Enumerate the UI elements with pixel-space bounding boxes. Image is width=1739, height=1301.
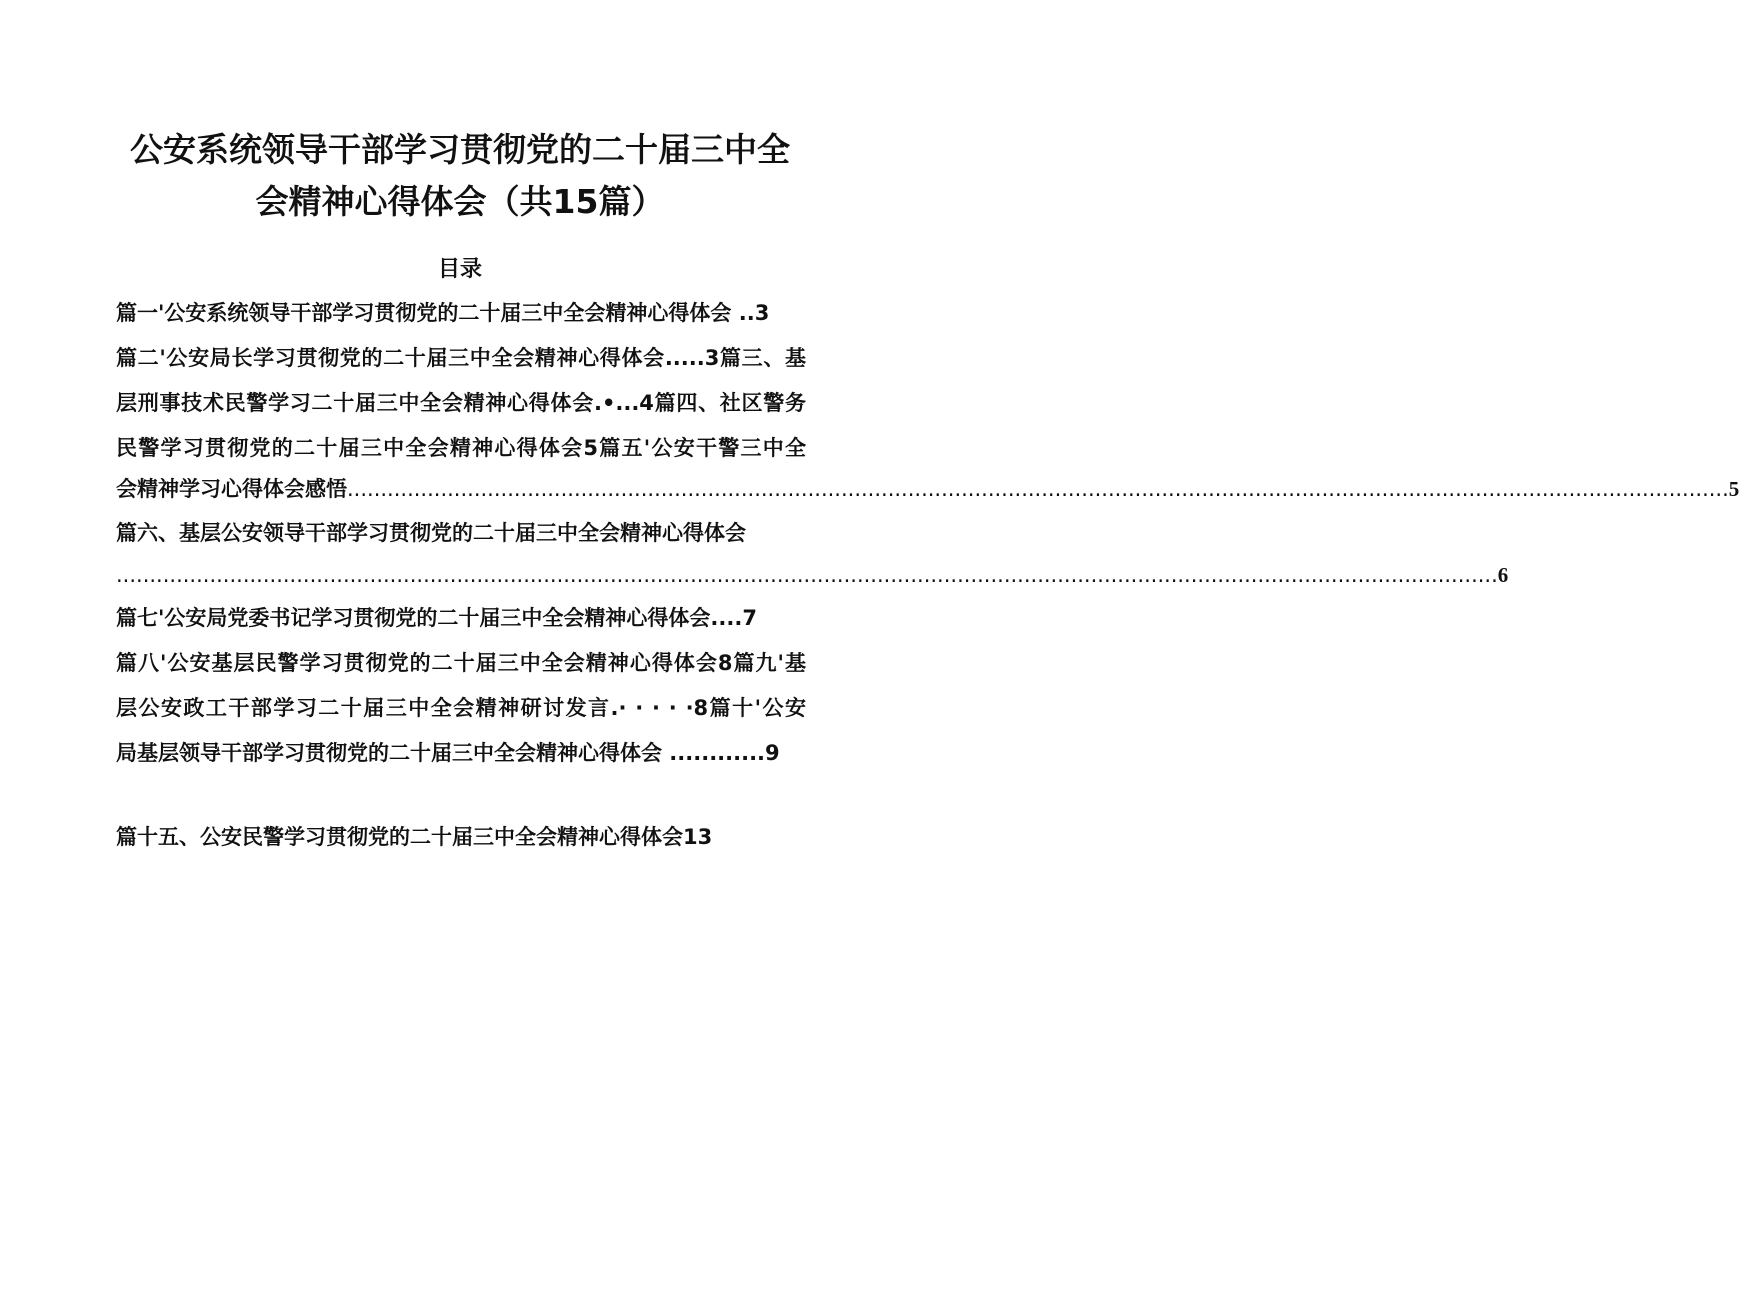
document-title-line-2: 会精神心得体会（共15篇） [255, 182, 665, 221]
document-title-line-1: 公安系统领导干部学习贯彻党的二十届三中全 [130, 130, 790, 169]
toc-entry-7[interactable]: 篇七'公安局党委书记学习贯彻党的二十届三中全会精神心得体会....7 [116, 606, 757, 630]
toc-page-number: 5 [1728, 477, 1739, 501]
toc-entry-5[interactable] [116, 474, 1739, 504]
toc-entry-15[interactable]: 篇十五、公安民警学习贯彻党的二十届三中全会精神心得体会13 [116, 825, 713, 849]
toc-entry-4[interactable]: 民警学习贯彻党的二十届三中全会精神心得体会5篇五'公安干警三中全 [116, 436, 806, 460]
toc-entry-8[interactable]: 篇八'公安基层民警学习贯彻党的二十届三中全会精神心得体会8篇九'基 [116, 651, 806, 675]
toc-leader-dots: ............................................................................................................................................................................................................... [347, 477, 1729, 501]
toc-entry-2[interactable]: 篇二'公安局长学习贯彻党的二十届三中全会精神心得体会.....3篇三、基 [116, 346, 806, 370]
toc-page-number: 6 [1497, 563, 1509, 587]
toc-entry-9[interactable]: 层公安政工干部学习二十届三中全会精神研讨发言.· · · · ·8篇十'公安 [116, 696, 806, 720]
toc-entry-5-label: 会精神学习心得体会感悟 [116, 477, 347, 501]
toc-entry-6[interactable]: 篇六、基层公安领导干部学习贯彻党的二十届三中全会精神心得体会 [116, 521, 746, 545]
toc-leader-dots: ............................................................................................................................................................................................................... [116, 563, 1498, 587]
toc-entry-1[interactable]: 篇一'公安系统领导干部学习贯彻党的二十届三中全会精神心得体会 ..3 [116, 301, 770, 325]
toc-entry-3[interactable]: 层刑事技术民警学习二十届三中全会精神心得体会.•...4篇四、社区警务 [116, 391, 806, 415]
toc-heading: 目录 [437, 257, 482, 282]
toc-entry-6-leader[interactable] [116, 560, 1509, 590]
toc-entry-10[interactable]: 局基层领导干部学习贯彻党的二十届三中全会精神心得体会 ............9 [116, 741, 780, 765]
